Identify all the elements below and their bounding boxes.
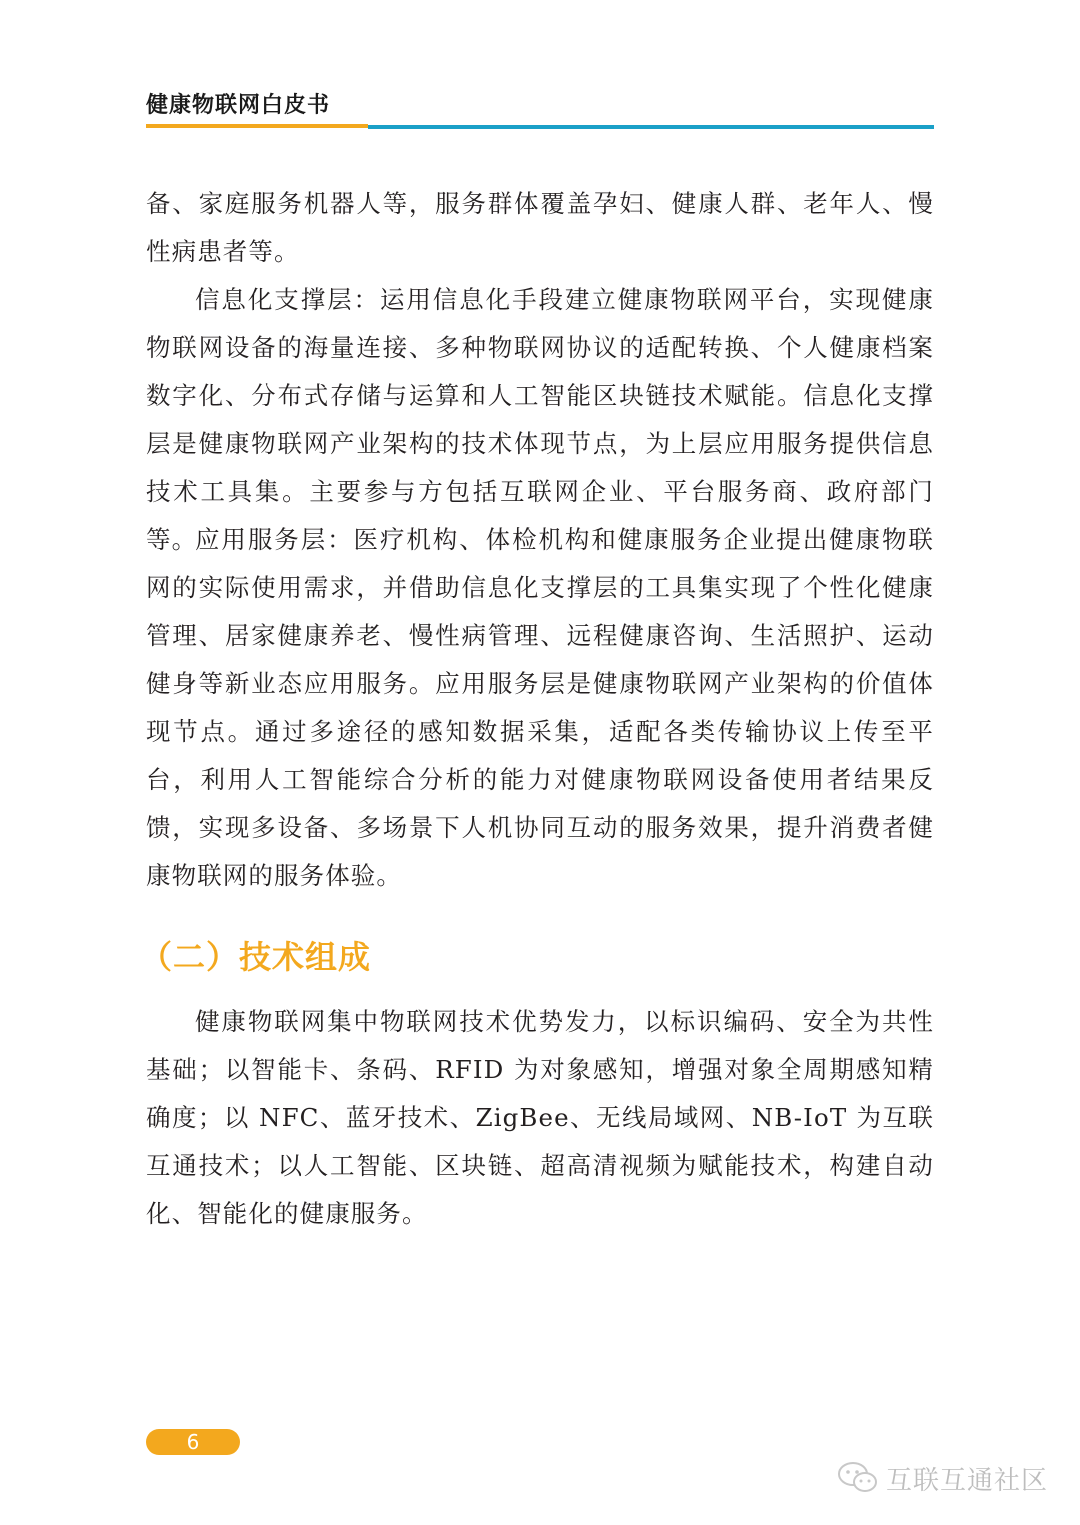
wechat-icon	[836, 1460, 880, 1496]
paragraph-info-support-layer: 信息化支撑层：运用信息化手段建立健康物联网平台，实现健康物联网设备的海量连接、多种物联网协议的适配转换、个人健康档案数字化、分布式存储与运算和人工智能区块链技术赋能。信息化支撑层是健康物联网产业架构的技术体现节点，为上层应用服务提供信息技术工具集。主要参与方包括互联网企业、平台服务商、政府部门等。	[146, 285, 934, 554]
watermark	[836, 1458, 1048, 1498]
section-heading: （二）技术组成	[140, 938, 372, 976]
paragraph-tech-composition: 健康物联网集中物联网技术优势发力，以标识编码、安全为共性基础；以智能卡、条码、RFID 为对象感知，增强对象全周期感知精确度；以 NFC、蓝牙技术、ZigBee、无线局域网、NB-IoT 为互联互通技术；以人工智能、区块链、超高清视频为赋能技术，构建自动化、智能化的健康服务。	[146, 1007, 934, 1228]
page-number-badge: 6	[146, 1429, 240, 1455]
running-header-title: 健康物联网白皮书	[146, 92, 331, 118]
paragraph-continuation: 备、家庭服务机器人等，服务群体覆盖孕妇、健康人群、老年人、慢性病患者等。	[146, 189, 934, 266]
header-rule	[146, 124, 934, 129]
paragraph-application-service-layer: 应用服务层：医疗机构、体检机构和健康服务企业提出健康物联网的实际使用需求，并借助信息化支撑层的工具集实现了个性化健康管理、居家健康养老、慢性病管理、远程健康咨询、生活照护、运动健身等新业态应用服务。应用服务层是健康物联网产业架构的价值体现节点。通过多途径的感知数据采集，适配各类传输协议上传至平台，利用人工智能综合分析的能力对健康物联网设备使用者结果反馈，实现多设备、多场景下人机协同互动的服务效果，提升消费者健康物联网的服务体验。	[146, 525, 934, 890]
watermark-text: 互联互通社区	[886, 1465, 1049, 1496]
header-rule-orange	[146, 124, 368, 128]
header-rule-blue	[368, 125, 934, 129]
